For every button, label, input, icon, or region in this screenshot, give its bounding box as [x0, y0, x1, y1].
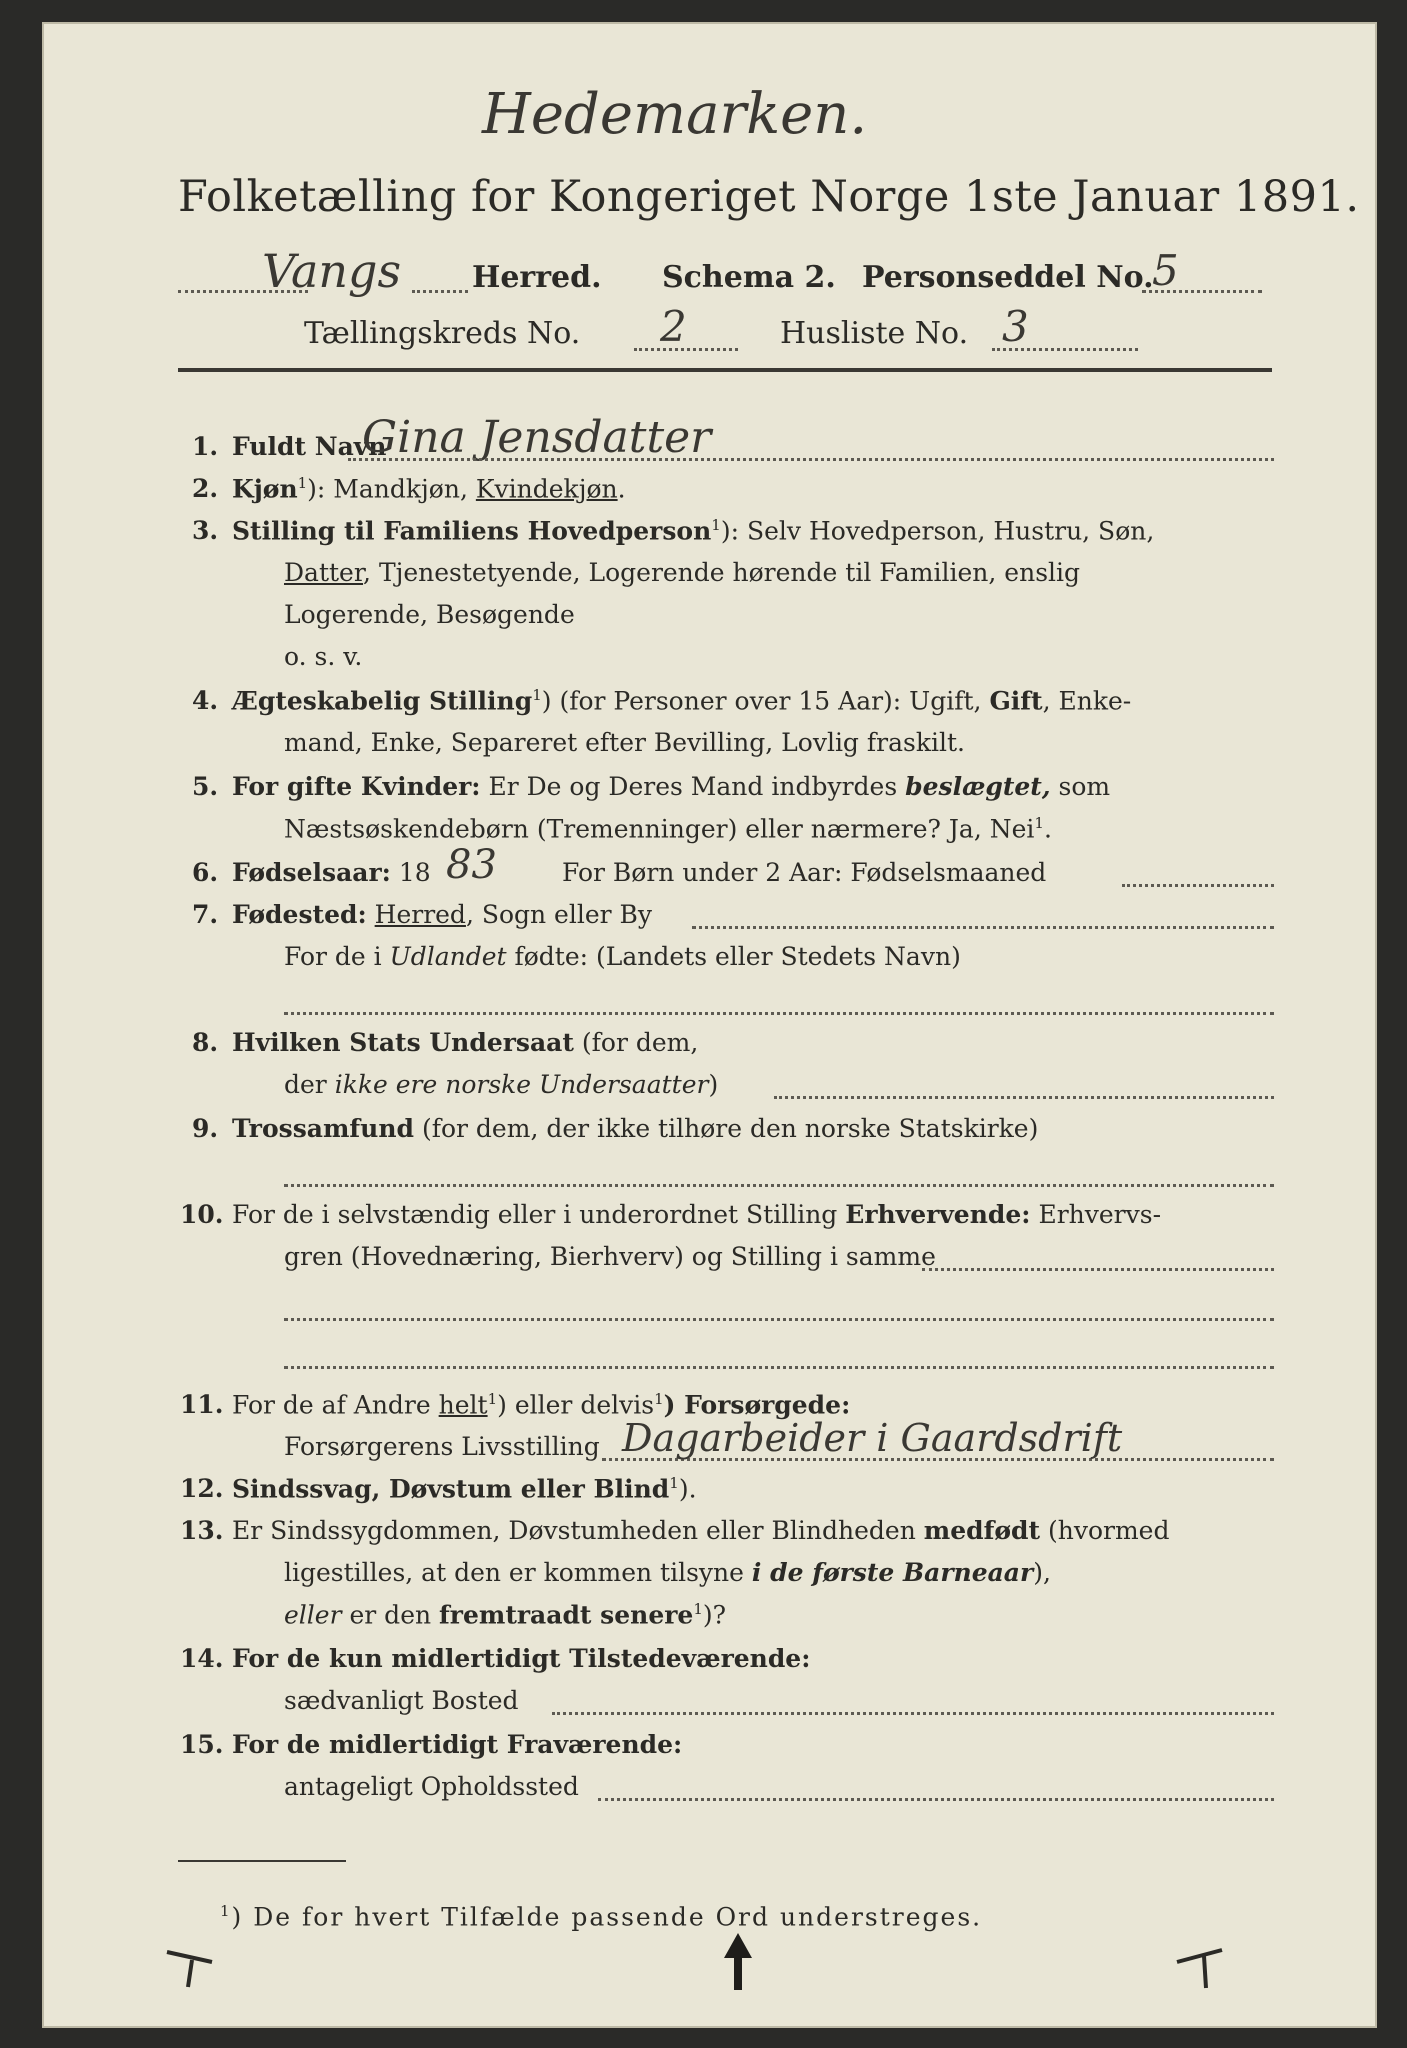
undersaat-line1: Hvilken Stats Undersaat (for dem, [232, 1028, 699, 1057]
kjon-line: Kjøn$^1$): Mandkjøn, Kvindekjøn. [232, 474, 626, 504]
husliste-label: Husliste No. [780, 316, 969, 351]
schema-label: Schema 2. [662, 260, 836, 295]
item-number: 10. [180, 1200, 224, 1229]
aegteskab-line2: mand, Enke, Separeret efter Bevilling, Lovlig fraskilt. [284, 728, 965, 757]
stilling-line3: Logerende, Besøgende [284, 600, 575, 629]
fodselsaar-handwriting: 83 [446, 842, 497, 888]
county-handwriting: Hedemarken. [482, 82, 868, 147]
herred-handwriting: Vangs [262, 244, 402, 298]
fodselsaar-label: Fødselsaar: 18 [232, 858, 431, 887]
forsorger-label: Forsørgerens Livsstilling [284, 1432, 600, 1461]
kreds-label: Tællingskreds No. [304, 316, 581, 351]
husliste-number: 3 [1002, 302, 1029, 351]
kreds-number: 2 [660, 302, 687, 351]
stilling-line1: Stilling til Familiens Hovedperson$^1$): Selv Hovedperson, Hustru, Søn, [232, 516, 1155, 546]
medfodt-line3: eller er den fremtraadt senere$^1$)? [284, 1600, 727, 1630]
punch-mark [718, 1928, 758, 1998]
tilstedevaerende-label: For de kun midlertidigt Tilstedeværende: [232, 1644, 811, 1673]
header-rule [178, 368, 1272, 372]
item-number: 8. [192, 1028, 219, 1057]
item-number: 3. [192, 516, 219, 545]
item-number: 15. [180, 1730, 224, 1759]
personseddel-number: 5 [1152, 246, 1179, 295]
item-number: 1. [192, 432, 219, 461]
gifte-line2: Næstsøskendebørn (Tremenninger) eller nærmere? Ja, Nei$^1$. [284, 814, 1052, 844]
aegteskab-line1: Ægteskabelig Stilling$^1$) (for Personer over 15 Aar): Ugift, Gift, Enke- [232, 686, 1132, 716]
item-number: 6. [192, 858, 219, 887]
stilling-line2: Datter, Tjenestetyende, Logerende hørende til Familien, enslig [284, 558, 1081, 587]
trossamfund-line: Trossamfund (for dem, der ikke tilhøre den norske Statskirke) [232, 1114, 1039, 1143]
fodested-line2: For de i Udlandet fødte: (Landets eller Stedets Navn) [284, 942, 961, 971]
fodselsmaaned-label: For Børn under 2 Aar: Fødselsmaaned [562, 858, 1047, 887]
corner-mark-left [162, 1942, 222, 1992]
form-title: Folketælling for Kongeriget Norge 1ste Januar 1891. [178, 172, 1360, 222]
forsorgede-line1: For de af Andre helt$^1$) eller delvis$^1$) Forsørgede: [232, 1390, 851, 1420]
footnote-rule [178, 1860, 346, 1862]
forsorger-handwriting: Dagarbeider i Gaardsdrift [622, 1416, 1123, 1460]
sindssvag-line: Sindssvag, Døvstum eller Blind$^1$). [232, 1474, 697, 1504]
undersaat-line2: der ikke ere norske Undersaatter) [284, 1070, 719, 1099]
herred-label: Herred. [472, 260, 602, 295]
item-number: 4. [192, 686, 219, 715]
item-number: 13. [180, 1516, 224, 1545]
opholdssted-label: antageligt Opholdssted [284, 1772, 579, 1801]
item-number: 11. [180, 1390, 224, 1419]
bosted-label: sædvanligt Bosted [284, 1686, 519, 1715]
erhverv-line2: gren (Hovednæring, Bierhverv) og Stilling i samme [284, 1242, 936, 1271]
census-form-page [42, 22, 1377, 2028]
item-number: 14. [180, 1644, 224, 1673]
medfodt-line2: ligestilles, at den er kommen tilsyne i de første Barneaar), [284, 1558, 1051, 1587]
item-number: 7. [192, 900, 219, 929]
stilling-line4: o. s. v. [284, 642, 363, 671]
item-number: 12. [180, 1474, 224, 1503]
footnote: $^1$) De for hvert Tilfælde passende Ord understreges. [220, 1902, 983, 1932]
fodested-line1: Fødested: Herred, Sogn eller By [232, 900, 653, 929]
erhverv-line1: For de i selvstændig eller i underordnet Stilling Erhvervende: Erhvervs- [232, 1200, 1162, 1229]
item-number: 2. [192, 474, 219, 503]
corner-mark-right [1172, 1942, 1232, 1992]
gifte-line1: For gifte Kvinder: Er De og Deres Mand indbyrdes beslægtet, som [232, 772, 1111, 801]
personseddel-label: Personseddel No. [862, 260, 1154, 295]
item-number: 9. [192, 1114, 219, 1143]
item-number: 5. [192, 772, 219, 801]
fravaerende-label: For de midlertidigt Fraværende: [232, 1730, 683, 1759]
fuldt-navn-label: Fuldt Navn [232, 432, 387, 461]
name-handwriting: Gina Jensdatter [362, 412, 712, 463]
medfodt-line1: Er Sindssygdommen, Døvstumheden eller Blindheden medfødt (hvormed [232, 1516, 1170, 1545]
